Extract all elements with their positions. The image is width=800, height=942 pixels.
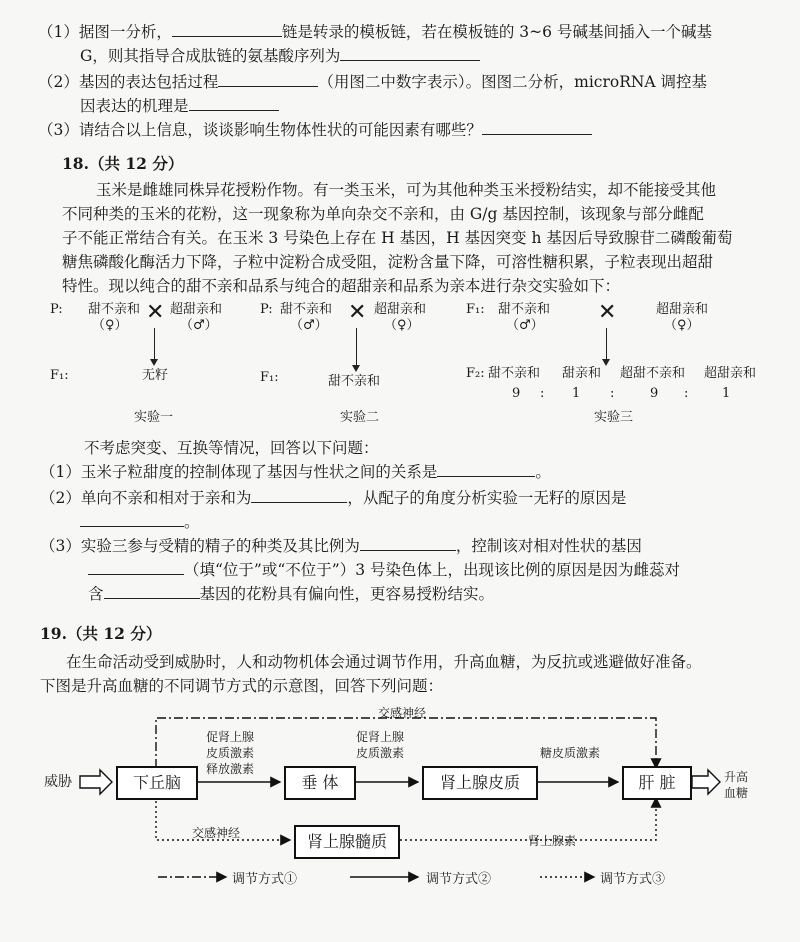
q18-sub1-text: （1）玉米子粒甜度的控制体现了基因与性状之间的关系是 [40,463,438,481]
q17-part3: （3）请结合以上信息，谈谈影响生物体性状的可能因素有哪些？ [38,121,482,139]
adrenal-medulla-box: 肾上腺髓质 [294,825,400,859]
crh-label-line: 皮质激素 [206,746,255,760]
q18-sub3-text2: （填“位于”或“不位于”）3 号染色体上，出现该比例的原因是因为雌蕊对 [184,561,680,579]
exp3-sex1: （♂） [506,318,544,333]
q18-sub2-text: （2）单向不亲和相对于亲和为 [40,489,252,507]
hypothalamus-box: 下丘脑 [116,766,198,800]
legend-label-1: 调节方式① [232,872,298,887]
exp1-sex2: （♂） [180,318,218,333]
cross-symbol: ✕ [146,300,165,325]
exp1-parent1: 甜不亲和 [88,302,141,317]
exp3-parent2: 超甜亲和 [656,302,709,317]
exp1-name: 实验一 [134,410,174,425]
exp3-f1-label: F₁: [466,302,485,317]
exp2-p-label: P: [260,302,273,317]
pituitary-box: 垂 体 [284,766,356,800]
acth-label-line: 皮质激素 [356,746,405,760]
q18-sub1: （1）玉米子粒甜度的控制体现了基因与性状之间的关系是 。 [40,463,551,481]
q18-paragraph-line: 不同种类的玉米的花粉，这一现象称为单向杂交不亲和，由 G/g 基因控制，该现象与部分雌配 [62,205,704,223]
ratio-value: 9 [512,386,521,401]
q17-part2-text: （用图二中数字表示）。图图二分析，microRNA 调控基 [318,73,708,91]
q18-heading: 18.（共 12 分） [62,154,184,173]
q19-paragraph-line: 在生命活动受到威胁时，人和动物机体会通过调节作用，升高血糖，为反抗或逃避做好准备。 [66,653,702,671]
result-arrow [692,770,720,794]
acth-label-line: 促肾上腺 [356,730,405,744]
legend-label-3: 调节方式③ [600,872,666,887]
ratio-separator: : [684,386,689,401]
ratio-separator: : [540,386,545,401]
q18-intro: 不考虑突变、互换等情况，回答以下问题： [84,439,379,457]
legend-label-2: 调节方式② [426,872,492,887]
epinephrine-label: 肾上腺素 [528,834,577,848]
exp3-f2-phenotype: 甜不亲和 [488,366,541,381]
q18-paragraph-line: 玉米是雌雄同株异花授粉作物。有一类玉米，可为其他种类玉米授粉结实，却不能接受其他 [96,181,717,199]
ratio-value: 9 [650,386,659,401]
ratio-separator: : [610,386,615,401]
q19-heading: 19.（共 12 分） [40,624,162,643]
exp3-f2-phenotype: 超甜不亲和 [620,366,686,381]
sympathetic-label-bottom: 交感神经 [192,826,241,840]
q18-sub2-text-cont: ，从配子的角度分析实验一无籽的原因是 [347,489,627,507]
liver-box: 肝 脏 [622,766,692,800]
exp3-parent1: 甜不亲和 [498,302,551,317]
exp1-parent2: 超甜亲和 [170,302,223,317]
q18-paragraph-line: 糖焦磷酸化酶活力下降，子粒中淀粉合成受阻，淀粉含量下降，可溶性糖积累，子粒表现出超甜 [62,253,714,271]
exp1-f1-label: F₁: [50,368,69,383]
q18-sub2-cont: 。 [80,512,200,532]
result-label-line: 血糖 [724,786,749,800]
adrenal-cortex-box: 肾上腺皮质 [422,766,538,800]
q17-part1-prefix: （1）据图一分析， [38,23,172,41]
crh-label-line: 释放激素 [206,762,255,776]
crh-label-line: 促肾上腺 [206,730,255,744]
q18-sub3-text: （3）实验三参与受精的精子的种类及其比例为 [40,537,360,555]
glucocorticoid-label: 糖皮质激素 [540,746,601,760]
exp3-sex2: （♀） [664,318,700,333]
result-label-line: 升高 [724,770,749,784]
exp3-name: 实验三 [594,410,634,425]
exp1-p-label: P: [50,302,63,317]
exp2-sex2: （♀） [384,318,420,333]
exp2-sex1: （♂） [290,318,328,333]
q17-part1-cont: G，则其指导合成肽链的氨基酸序列为 [80,47,341,65]
ratio-value: 1 [572,386,581,401]
threat-arrow [80,770,112,794]
q18-sub3-text-cont: ，控制该对相对性状的基因 [455,537,642,555]
q19-paragraph-line: 下图是升高血糖的不同调节方式的示意图，回答下列问题： [40,677,444,695]
ratio-value: 1 [722,386,731,401]
q17-part1-text: 链是转录的模板链，若在模板链的 3~6 号碱基间插入一个碱基 [281,23,712,41]
exp2-f1-label: F₁: [260,370,279,385]
q18-paragraph-line: 特性。现以纯合的甜不亲和品系与纯合的超甜亲和品系为亲本进行杂交实验如下： [62,277,621,295]
q17-part2-cont: 因表达的机理是 [80,97,189,115]
exp2-name: 实验二 [340,410,380,425]
exp2-parent1: 甜不亲和 [280,302,333,317]
threat-label: 威胁 [44,774,72,790]
q18-sub3-text3: 含 [88,585,104,603]
cross-symbol: ✕ [598,300,617,325]
exp2-f1-result: 甜不亲和 [328,374,381,389]
exp3-f2-label: F₂: [466,366,485,381]
q17-part2-prefix: （2）基因的表达包括过程 [38,73,219,91]
exp2-parent2: 超甜亲和 [374,302,427,317]
exp1-f1-result: 无籽 [142,368,169,383]
q18-paragraph-line: 子不能正常结合有关。在玉米 3 号染色上存在 H 基因，H 基因突变 h 基因后导致腺苷二磷酸葡萄 [62,229,733,247]
exp1-sex1: （♀） [92,318,128,333]
q18-sub3-text4: 基因的花粉具有偏向性，更容易授粉结实。 [199,585,495,603]
exp3-f2-phenotype: 超甜亲和 [704,366,757,381]
exp3-f2-phenotype: 甜亲和 [562,366,602,381]
sympathetic-label-top: 交感神经 [378,706,427,720]
cross-symbol: ✕ [348,300,367,325]
